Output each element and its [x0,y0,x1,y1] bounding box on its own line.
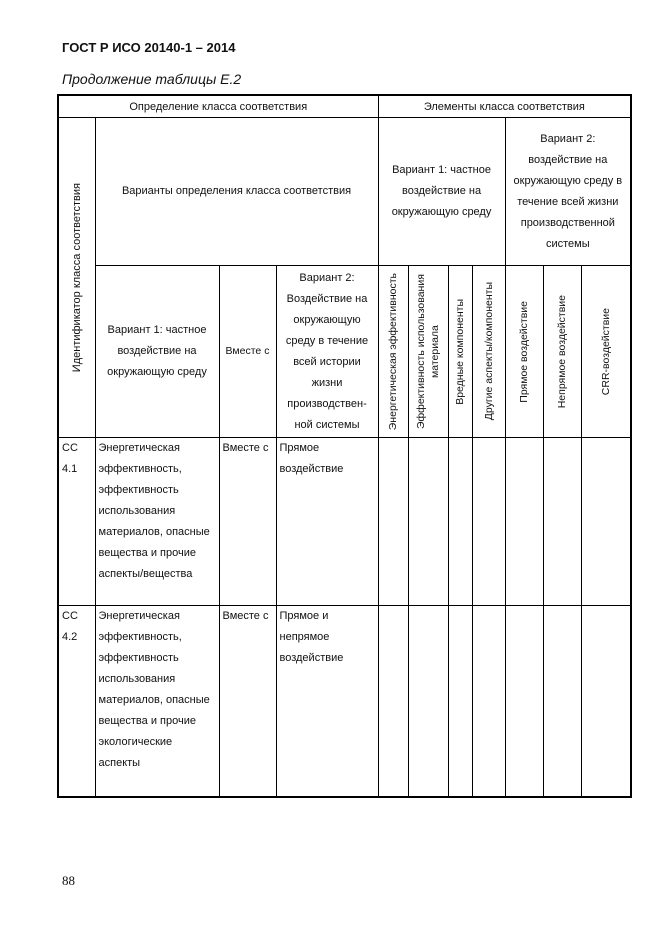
row-cell-material [408,438,448,606]
row-cell-indirect [543,606,581,797]
row-cell-crr [581,606,631,797]
row-cell-energy [378,606,408,797]
conformance-class-table [57,94,632,798]
row-cell-material [408,606,448,797]
row-cell-other [472,606,505,797]
row-together: Вместе с [219,606,276,797]
row-cell-crr [581,438,631,606]
subheader-variant1: Вариант 1: частное воздействие на окружающую среду [95,266,219,438]
document-code: ГОСТ Р ИСО 20140-1 – 2014 [62,40,236,55]
row-variant2: Прямое и непрямое воздействие [276,606,378,797]
variants-header: Варианты определения класса соответствия [95,118,378,266]
row-cell-direct [505,438,543,606]
elements-variant1-header: Вариант 1: частное воздействие на окружающую среду [378,118,505,266]
id-column-header: Идентификатор класса соответствия [58,118,95,438]
table-row [58,606,631,797]
group-header-elements: Элементы класса соответствия [378,95,631,118]
row-together: Вместе с [219,438,276,606]
table-continuation-caption: Продолжение таблицы E.2 [62,71,242,87]
col-energy-efficiency: Энергетическая эффективность [378,266,408,438]
row-id: CC 4.1 [58,438,95,606]
row-variant1: Энергетическая эффективность, эффективность использования материалов, опасные вещества и прочие аспекты/вещества [95,438,219,606]
row-id: CC 4.2 [58,606,95,797]
row-variant1: Энергетическая эффективность, эффективность использования материалов, опасные вещества и прочие экологические аспекты [95,606,219,797]
col-crr-impact: CRR-воздействие [581,266,631,438]
subheader-variant2: Вариант 2: Воздействие на окружающую среду в течение всей истории жизни производствен-ной системы [276,266,378,438]
row-cell-indirect [543,438,581,606]
table-row [58,438,631,606]
col-direct-impact: Прямое воздействие [505,266,543,438]
row-cell-energy [378,438,408,606]
row-cell-harmful [448,438,472,606]
col-other-aspects: Другие аспекты/компоненты [472,266,505,438]
col-harmful-components: Вредные компоненты [448,266,472,438]
row-cell-other [472,438,505,606]
col-indirect-impact: Непрямое воздействие [543,266,581,438]
group-header-definition: Определение класса соответствия [58,95,378,118]
subheader-together: Вместе с [219,266,276,438]
elements-variant2-header: Вариант 2: воздействие на окружающую среду в течение всей жизни производственной системы [505,118,631,266]
row-variant2: Прямое воздействие [276,438,378,606]
page-number: 88 [62,873,75,888]
col-material-efficiency: Эффективность использования материала [408,266,448,438]
row-cell-direct [505,606,543,797]
row-cell-harmful [448,606,472,797]
